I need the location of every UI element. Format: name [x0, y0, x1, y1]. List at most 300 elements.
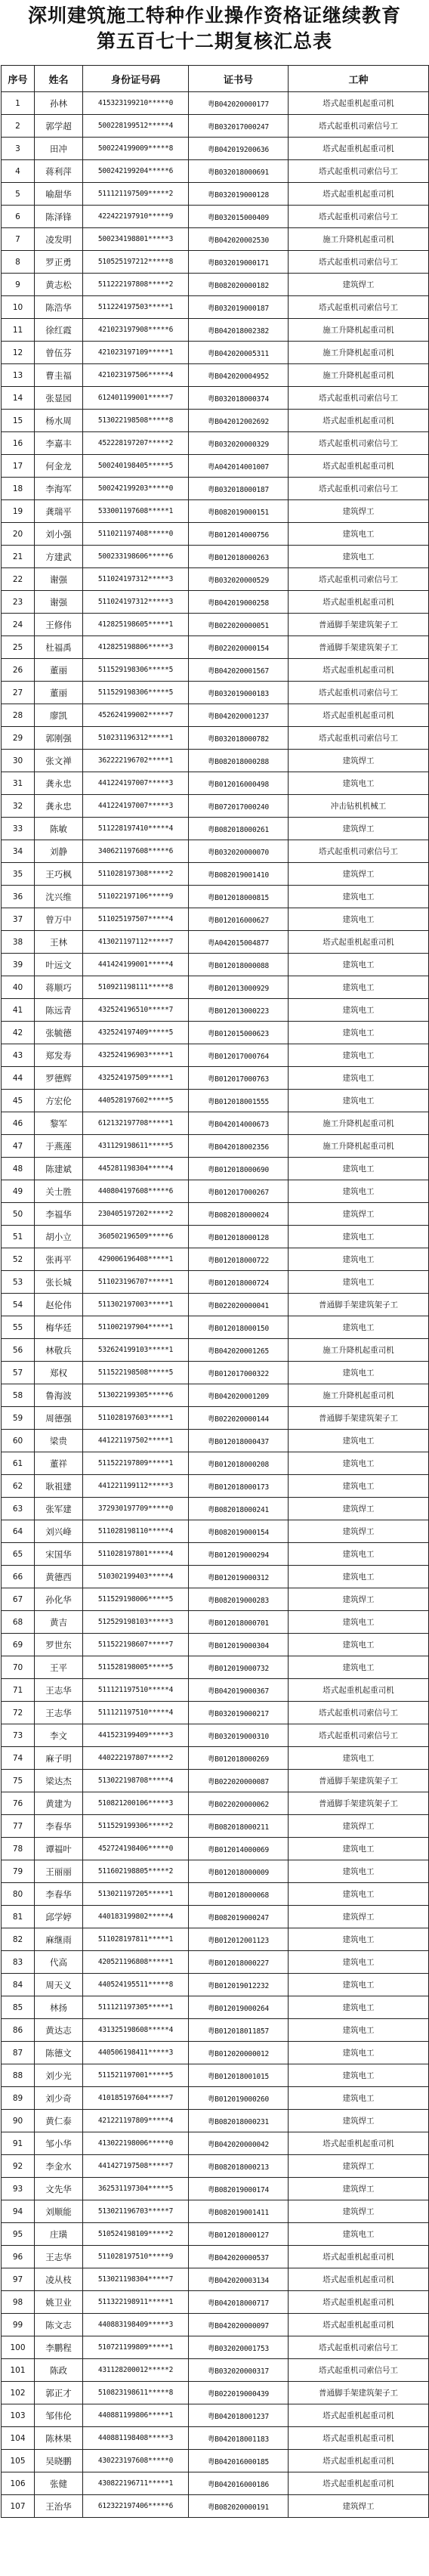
cell-certificate-number: 粤B042018001183: [189, 2427, 289, 2450]
cell-seq: 21: [2, 546, 35, 568]
cell-id-number: 441224197007*****3: [83, 772, 189, 795]
cell-name: 郭刚强: [35, 727, 83, 750]
cell-id-number: 511021197408*****0: [83, 523, 189, 546]
cell-name: 黄吉: [35, 1611, 83, 1634]
cell-job-type: 塔式起重机起重司机: [289, 591, 429, 614]
cell-certificate-number: 粤B082018000211: [189, 1815, 289, 1838]
cell-name: 梁达杰: [35, 1770, 83, 1792]
cell-seq: 88: [2, 2064, 35, 2087]
cell-certificate-number: 粤B042020001237: [189, 704, 289, 727]
cell-name: 龚永忠: [35, 795, 83, 818]
cell-name: 刘少奇: [35, 2087, 83, 2110]
cell-seq: 14: [2, 387, 35, 410]
table-header-row: [2, 66, 429, 92]
cell-id-number: 431325198608*****4: [83, 2019, 189, 2042]
table-row: [2, 115, 429, 138]
cell-seq: 68: [2, 1611, 35, 1634]
cell-certificate-number: 粤B032020001753: [189, 2336, 289, 2359]
table-row: [2, 274, 429, 296]
cell-name: 邹伟伦: [35, 2404, 83, 2427]
cell-certificate-number: 粤B012017000764: [189, 1044, 289, 1067]
cell-id-number: 511028197811*****1: [83, 1928, 189, 1951]
cell-job-type: 塔式起重机起重司机: [289, 2132, 429, 2155]
cell-certificate-number: 粤B042019000258: [189, 591, 289, 614]
cell-job-type: 建筑电工: [289, 1452, 429, 1475]
cell-id-number: 421023197908*****6: [83, 319, 189, 342]
cell-seq: 3: [2, 138, 35, 160]
cell-seq: 94: [2, 2200, 35, 2223]
table-row: [2, 1498, 429, 1520]
cell-name: 张军建: [35, 1498, 83, 1520]
cell-id-number: 441221197502*****1: [83, 1430, 189, 1452]
cell-certificate-number: 粤B012018000127: [189, 2223, 289, 2246]
cell-seq: 100: [2, 2336, 35, 2359]
cell-job-type: 建筑电工: [289, 772, 429, 795]
cell-seq: 67: [2, 1588, 35, 1611]
cell-seq: 56: [2, 1339, 35, 1362]
table-row: [2, 1702, 429, 1724]
cell-certificate-number: 粤A042015004877: [189, 931, 289, 954]
cell-certificate-number: 粤B042020003134: [189, 2268, 289, 2291]
cell-job-type: 普通脚手架建筑架子工: [289, 1294, 429, 1316]
cell-certificate-number: 粤B082019001411: [189, 2200, 289, 2223]
cell-certificate-number: 粤B012014000756: [189, 523, 289, 546]
table-row: [2, 1112, 429, 1135]
cell-job-type: 普通脚手架建筑架子工: [289, 1792, 429, 1815]
cell-name: 麻继雨: [35, 1928, 83, 1951]
cell-certificate-number: 粤B082020000191: [189, 2495, 289, 2518]
cell-job-type: 塔式起重机起重司机: [289, 2268, 429, 2291]
table-row: [2, 1407, 429, 1430]
cell-name: 邱学婷: [35, 1906, 83, 1928]
cell-name: 李文: [35, 1724, 83, 1747]
cell-id-number: 440183199802*****4: [83, 1906, 189, 1928]
cell-name: 郭正才: [35, 2382, 83, 2404]
cell-name: 孙化华: [35, 1588, 83, 1611]
cell-seq: 64: [2, 1520, 35, 1543]
table-row: [2, 2132, 429, 2155]
cell-name: 宋国华: [35, 1543, 83, 1566]
cell-id-number: 500234198801*****3: [83, 228, 189, 251]
cell-seq: 99: [2, 2314, 35, 2336]
header-name: 姓名: [35, 66, 83, 92]
cell-job-type: 建筑电工: [289, 976, 429, 999]
cell-certificate-number: 粤B012018000269: [189, 1747, 289, 1770]
cell-name: 李春华: [35, 1815, 83, 1838]
cell-certificate-number: 粤B042019000367: [189, 1679, 289, 1702]
table-row: [2, 1090, 429, 1112]
table-row: [2, 319, 429, 342]
cell-job-type: 建筑电工: [289, 1611, 429, 1634]
cell-seq: 30: [2, 750, 35, 772]
cell-name: 刘静: [35, 840, 83, 863]
cell-id-number: 511529199306*****2: [83, 1815, 189, 1838]
cell-certificate-number: 粤B042020004952: [189, 364, 289, 387]
table-row: [2, 568, 429, 591]
cell-name: 鲁海波: [35, 1384, 83, 1407]
table-row: [2, 2110, 429, 2132]
cell-seq: 83: [2, 1951, 35, 1974]
cell-seq: 10: [2, 296, 35, 319]
cell-seq: 12: [2, 342, 35, 364]
cell-name: 陈德文: [35, 2042, 83, 2064]
cell-name: 喻甜华: [35, 183, 83, 206]
cell-name: 姚卫业: [35, 2291, 83, 2314]
cell-job-type: 塔式起重机起重司机: [289, 659, 429, 682]
cell-id-number: 430822196711*****1: [83, 2472, 189, 2495]
cell-id-number: 511024197312*****3: [83, 591, 189, 614]
cell-certificate-number: 粤B082019000154: [189, 1520, 289, 1543]
cell-seq: 37: [2, 908, 35, 931]
cell-job-type: 塔式起重机起重司机: [289, 2472, 429, 2495]
cell-id-number: 612401199001*****7: [83, 387, 189, 410]
cell-certificate-number: 粤B042018000717: [189, 2291, 289, 2314]
cell-job-type: 塔式起重机起重司机: [289, 410, 429, 432]
cell-job-type: 塔式起重机司索信号工: [289, 115, 429, 138]
cell-job-type: 普通脚手架建筑架子工: [289, 636, 429, 659]
table-row: [2, 1724, 429, 1747]
table-row: [2, 296, 429, 319]
cell-name: 邹小华: [35, 2132, 83, 2155]
cell-id-number: 511602198805*****2: [83, 1860, 189, 1883]
cell-seq: 101: [2, 2359, 35, 2382]
cell-seq: 46: [2, 1112, 35, 1135]
cell-name: 王志华: [35, 1679, 83, 1702]
cell-job-type: 塔式起重机司索信号工: [289, 840, 429, 863]
table-row: [2, 2042, 429, 2064]
cell-certificate-number: 粤B042020000177: [189, 92, 289, 115]
cell-name: 曹圭福: [35, 364, 83, 387]
table-row: [2, 1656, 429, 1679]
cell-certificate-number: 粤B012018000815: [189, 886, 289, 908]
cell-certificate-number: 粤B012018000722: [189, 1248, 289, 1271]
table-row: [2, 228, 429, 251]
cell-seq: 70: [2, 1656, 35, 1679]
cell-certificate-number: 粤B042012002692: [189, 410, 289, 432]
cell-name: 方建武: [35, 546, 83, 568]
cell-certificate-number: 粤B082018000024: [189, 1203, 289, 1226]
cell-id-number: 511522198607*****7: [83, 1634, 189, 1656]
cell-certificate-number: 粤B082019000247: [189, 1906, 289, 1928]
cell-seq: 1: [2, 92, 35, 115]
cell-job-type: 建筑电工: [289, 1883, 429, 1906]
cell-job-type: 建筑电工: [289, 1158, 429, 1180]
cell-id-number: 511121197510*****4: [83, 1702, 189, 1724]
cell-name: 郑权: [35, 1362, 83, 1384]
cell-job-type: 塔式起重机起重司机: [289, 2314, 429, 2336]
cell-seq: 13: [2, 364, 35, 387]
cell-certificate-number: 粤B082019000151: [189, 500, 289, 523]
cell-id-number: 452624199002*****7: [83, 704, 189, 727]
cell-job-type: 建筑电工: [289, 2042, 429, 2064]
cell-id-number: 511028197510*****9: [83, 2246, 189, 2268]
cell-name: 陈泽锋: [35, 206, 83, 228]
cell-name: 刘兴峰: [35, 1520, 83, 1543]
table-row: [2, 818, 429, 840]
cell-seq: 53: [2, 1271, 35, 1294]
cell-id-number: 510231196312*****1: [83, 727, 189, 750]
cell-id-number: 432524196510*****7: [83, 999, 189, 1022]
cell-job-type: 塔式起重机司索信号工: [289, 2336, 429, 2359]
table-row: [2, 1883, 429, 1906]
cell-seq: 28: [2, 704, 35, 727]
cell-id-number: 510525197212*****8: [83, 251, 189, 274]
cell-id-number: 510302199403*****4: [83, 1566, 189, 1588]
cell-job-type: 塔式起重机起重司机: [289, 455, 429, 478]
cell-seq: 86: [2, 2019, 35, 2042]
cell-seq: 87: [2, 2042, 35, 2064]
cell-seq: 77: [2, 1815, 35, 1838]
cell-certificate-number: 粤B022020000087: [189, 1770, 289, 1792]
table-row: [2, 2200, 429, 2223]
cell-id-number: 511528198005*****5: [83, 1656, 189, 1679]
cell-name: 李海军: [35, 478, 83, 500]
cell-job-type: 建筑电工: [289, 1996, 429, 2019]
cell-seq: 33: [2, 818, 35, 840]
cell-id-number: 513021198304*****7: [83, 2268, 189, 2291]
table-row: [2, 1860, 429, 1883]
cell-job-type: 建筑焊工: [289, 1203, 429, 1226]
table-row: [2, 2223, 429, 2246]
cell-job-type: 普通脚手架建筑架子工: [289, 1770, 429, 1792]
cell-id-number: 430223197608*****0: [83, 2450, 189, 2472]
cell-seq: 61: [2, 1452, 35, 1475]
cell-id-number: 413022198006*****0: [83, 2132, 189, 2155]
cell-id-number: 440506198411*****3: [83, 2042, 189, 2064]
table-row: [2, 1384, 429, 1407]
cell-id-number: 612322197406*****6: [83, 2495, 189, 2518]
cell-seq: 59: [2, 1407, 35, 1430]
cell-job-type: 建筑焊工: [289, 750, 429, 772]
cell-id-number: 511002197904*****1: [83, 1316, 189, 1339]
cell-id-number: 511522198508*****5: [83, 1362, 189, 1384]
cell-certificate-number: 粤B012018000724: [189, 1271, 289, 1294]
cell-certificate-number: 粤B082020000182: [189, 274, 289, 296]
cell-id-number: 441224197007*****3: [83, 795, 189, 818]
cell-certificate-number: 粤B032018000782: [189, 727, 289, 750]
cell-certificate-number: 粤B082018000213: [189, 2155, 289, 2178]
table-row: [2, 138, 429, 160]
cell-id-number: 511028197603*****1: [83, 1407, 189, 1430]
cell-job-type: 建筑电工: [289, 546, 429, 568]
cell-seq: 6: [2, 206, 35, 228]
cell-certificate-number: 粤B012019000264: [189, 1996, 289, 2019]
cell-certificate-number: 粤B012018000150: [189, 1316, 289, 1339]
cell-certificate-number: 粤B042016000186: [189, 2472, 289, 2495]
cell-job-type: 建筑电工: [289, 2064, 429, 2087]
cell-name: 耿祖建: [35, 1475, 83, 1498]
cell-id-number: 432524197509*****1: [83, 1067, 189, 1090]
table-row: [2, 1906, 429, 1928]
cell-name: 曾伍芬: [35, 342, 83, 364]
cell-id-number: 440881199806*****1: [83, 2404, 189, 2427]
cell-name: 梅华廷: [35, 1316, 83, 1339]
table-row: [2, 1294, 429, 1316]
table-row: [2, 2472, 429, 2495]
cell-name: 李春华: [35, 1883, 83, 1906]
table-row: [2, 478, 429, 500]
cell-certificate-number: 粤B012018000701: [189, 1611, 289, 1634]
table-row: [2, 727, 429, 750]
cell-seq: 73: [2, 1724, 35, 1747]
cell-certificate-number: 粤B012018001015: [189, 2064, 289, 2087]
cell-certificate-number: 粤B012013000929: [189, 976, 289, 999]
cell-job-type: 建筑焊工: [289, 818, 429, 840]
cell-name: 蒋利萍: [35, 160, 83, 183]
cell-job-type: 施工升降机起重司机: [289, 1339, 429, 1362]
cell-id-number: 432524196903*****1: [83, 1044, 189, 1067]
cell-job-type: 塔式起重机司索信号工: [289, 251, 429, 274]
cell-name: 杨水周: [35, 410, 83, 432]
cell-name: 田冲: [35, 138, 83, 160]
page-title: [0, 0, 429, 65]
cell-id-number: 452228197207*****2: [83, 432, 189, 455]
table-row: [2, 2495, 429, 2518]
cell-certificate-number: 粤B012017000267: [189, 1180, 289, 1203]
table-row: [2, 772, 429, 795]
cell-seq: 72: [2, 1702, 35, 1724]
cell-seq: 16: [2, 432, 35, 455]
cell-certificate-number: 粤B022020000051: [189, 614, 289, 636]
cell-id-number: 511322198911*****1: [83, 2291, 189, 2314]
cell-job-type: 建筑电工: [289, 1226, 429, 1248]
cell-seq: 104: [2, 2427, 35, 2450]
cell-seq: 81: [2, 1906, 35, 1928]
cell-certificate-number: 粤B032015000409: [189, 206, 289, 228]
cell-name: 谢强: [35, 568, 83, 591]
cell-id-number: 511521197001*****5: [83, 2064, 189, 2087]
cell-seq: 24: [2, 614, 35, 636]
cell-seq: 103: [2, 2404, 35, 2427]
cell-certificate-number: 粤B012018000437: [189, 1430, 289, 1452]
table-row: [2, 682, 429, 704]
cell-certificate-number: 粤B082019001410: [189, 863, 289, 886]
table-row: [2, 591, 429, 614]
cell-certificate-number: 粤B012018000128: [189, 1226, 289, 1248]
cell-certificate-number: 粤B012018000173: [189, 1475, 289, 1498]
table-row: [2, 455, 429, 478]
cell-job-type: 施工升降机起重司机: [289, 1384, 429, 1407]
table-row: [2, 342, 429, 364]
cell-job-type: 建筑电工: [289, 1090, 429, 1112]
cell-id-number: 410185197604*****7: [83, 2087, 189, 2110]
cell-id-number: 511024197312*****3: [83, 568, 189, 591]
cell-job-type: 建筑电工: [289, 1430, 429, 1452]
table-row: [2, 2382, 429, 2404]
cell-job-type: 施工升降机起重司机: [289, 228, 429, 251]
cell-id-number: 452724198406*****0: [83, 1838, 189, 1860]
cell-name: 文先华: [35, 2178, 83, 2200]
cell-seq: 25: [2, 636, 35, 659]
cell-seq: 23: [2, 591, 35, 614]
table-row: [2, 1430, 429, 1452]
cell-seq: 65: [2, 1543, 35, 1566]
cell-seq: 66: [2, 1566, 35, 1588]
cell-name: 王治华: [35, 2495, 83, 2518]
cell-name: 王平: [35, 1656, 83, 1679]
cell-seq: 91: [2, 2132, 35, 2155]
cell-name: 关士胜: [35, 1180, 83, 1203]
cell-certificate-number: 粤B042020005311: [189, 342, 289, 364]
table-row: [2, 750, 429, 772]
cell-id-number: 512529198103*****3: [83, 1611, 189, 1634]
table-row: [2, 1996, 429, 2019]
cell-certificate-number: 粤B032018000691: [189, 160, 289, 183]
cell-certificate-number: 粤B042016000185: [189, 2450, 289, 2472]
cell-certificate-number: 粤B042020000042: [189, 2132, 289, 2155]
cell-job-type: 冲击钻机机械工: [289, 795, 429, 818]
header-seq: 序号: [2, 66, 35, 92]
cell-seq: 98: [2, 2291, 35, 2314]
cell-certificate-number: 粤B032020000529: [189, 568, 289, 591]
cell-id-number: 511228197410*****4: [83, 818, 189, 840]
table-row: [2, 1180, 429, 1203]
cell-name: 方宏伦: [35, 1090, 83, 1112]
cell-seq: 58: [2, 1384, 35, 1407]
cell-certificate-number: 粤B072017000240: [189, 795, 289, 818]
cell-name: 徐红霞: [35, 319, 83, 342]
cell-name: 李金水: [35, 2155, 83, 2178]
cell-job-type: 塔式起重机司索信号工: [289, 387, 429, 410]
cell-name: 杜福禹: [35, 636, 83, 659]
cell-certificate-number: 粤B012019000312: [189, 1566, 289, 1588]
cell-certificate-number: 粤B022020000154: [189, 636, 289, 659]
cell-job-type: 塔式起重机起重司机: [289, 138, 429, 160]
cell-id-number: 511224197503*****1: [83, 296, 189, 319]
cell-name: 张健: [35, 2472, 83, 2495]
table-row: [2, 1770, 429, 1792]
cell-job-type: 建筑电工: [289, 886, 429, 908]
cell-name: 黄志松: [35, 274, 83, 296]
table-row: [2, 1135, 429, 1158]
cell-certificate-number: 粤B012016000627: [189, 908, 289, 931]
cell-id-number: 511222197808*****2: [83, 274, 189, 296]
cell-id-number: 511121197509*****2: [83, 183, 189, 206]
cell-job-type: 建筑电工: [289, 1022, 429, 1044]
cell-name: 罗世东: [35, 1634, 83, 1656]
cell-id-number: 500228199512*****4: [83, 115, 189, 138]
cell-job-type: 塔式起重机司索信号工: [289, 1724, 429, 1747]
cell-job-type: 建筑电工: [289, 1838, 429, 1860]
cell-seq: 45: [2, 1090, 35, 1112]
table-row: [2, 976, 429, 999]
cell-name: 凌发明: [35, 228, 83, 251]
cell-certificate-number: 粤B012017000763: [189, 1067, 289, 1090]
table-row: [2, 1226, 429, 1248]
cell-job-type: 施工升降机起重司机: [289, 1112, 429, 1135]
table-row: [2, 160, 429, 183]
cell-name: 黄建为: [35, 1792, 83, 1815]
cell-id-number: 511023196707*****1: [83, 1271, 189, 1294]
cell-name: 董祥: [35, 1452, 83, 1475]
cell-name: 陈敏: [35, 818, 83, 840]
cell-job-type: 塔式起重机司索信号工: [289, 432, 429, 455]
cell-id-number: 513022198508*****8: [83, 410, 189, 432]
table-row: [2, 183, 429, 206]
cell-job-type: 建筑电工: [289, 1044, 429, 1067]
cell-id-number: 500233198606*****6: [83, 546, 189, 568]
cell-id-number: 440524195511*****8: [83, 1974, 189, 1996]
cell-job-type: 建筑电工: [289, 1475, 429, 1498]
cell-seq: 50: [2, 1203, 35, 1226]
cell-id-number: 511121197305*****1: [83, 1996, 189, 2019]
table-row: [2, 1679, 429, 1702]
cell-name: 刘少光: [35, 2064, 83, 2087]
cell-seq: 84: [2, 1974, 35, 1996]
table-row: [2, 1316, 429, 1339]
cell-certificate-number: 粤B012020000012: [189, 2042, 289, 2064]
table-row: [2, 2268, 429, 2291]
